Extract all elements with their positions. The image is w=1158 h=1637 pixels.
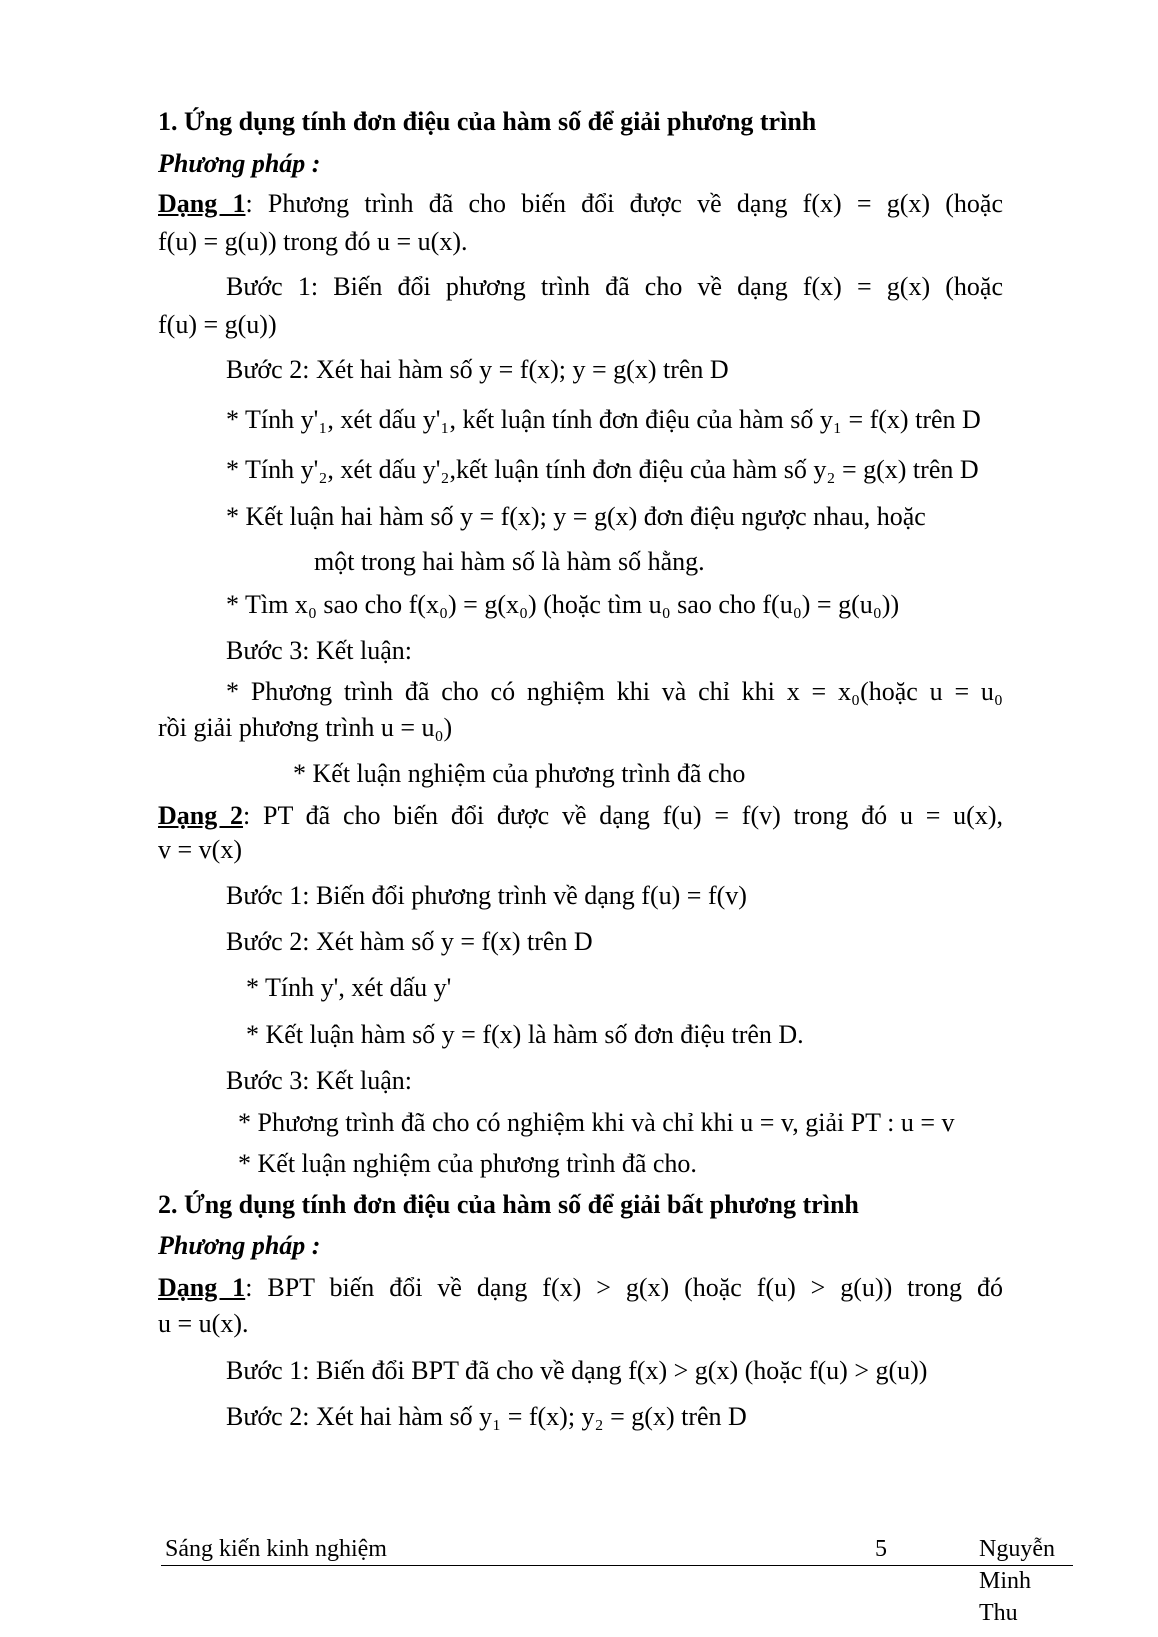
ineq-step-2: Bước 2: Xét hai hàm số y₁ = f(x); y₂ = g(x) trên D	[226, 1402, 747, 1431]
step-2-bullet-2: * Tính y'₂, xét dấu y'₂,kết luận tính đơn điệu của hàm số y₂ = g(x) trên D	[226, 455, 979, 484]
form-1-label: Dạng 1	[158, 189, 246, 218]
step-2-bullet-1: * Tính y'₁, xét dấu y'₁, kết luận tính đơn điệu của hàm số y₁ = f(x) trên D	[226, 405, 981, 434]
step-3-bullet-1-cont: rồi giải phương trình u = u₀)	[158, 713, 453, 742]
form-2-step-2-bullet-1: * Tính y', xét dấu y'	[246, 973, 452, 1002]
section-2-heading: 2. Ứng dụng tính đơn điệu của hàm số để giải bất phương trình	[158, 1190, 859, 1219]
ineq-form-1-line-1	[158, 1272, 1003, 1304]
ineq-step-1: Bước 1: Biến đổi BPT đã cho về dạng f(x) > g(x) (hoặc f(u) > g(u))	[226, 1356, 928, 1385]
form-2-text: : PT đã cho biến đổi được về dạng f(u) = f(v) trong đó u = u(x),	[243, 801, 1003, 830]
form-2-step-3: Bước 3: Kết luận:	[226, 1066, 412, 1095]
ineq-form-1-line-2: u = u(x).	[158, 1309, 249, 1338]
step-1-line-2: f(u) = g(u))	[158, 310, 277, 339]
form-1-line-1	[158, 188, 1003, 220]
step-3-bullet-1: * Phương trình đã cho có nghiệm khi và chỉ khi x = x₀(hoặc u = u₀	[226, 677, 1003, 706]
form-2-line-2: v = v(x)	[158, 835, 242, 864]
step-2-text: Bước 2: Xét hai hàm số y = f(x); y = g(x) trên D	[226, 355, 729, 384]
form-2-step-2: Bước 2: Xét hàm số y = f(x) trên D	[226, 927, 593, 956]
form-2-line-1	[158, 800, 1003, 832]
form-2-step-3-bullet-1: * Phương trình đã cho có nghiệm khi và chỉ khi u = v, giải PT : u = v	[238, 1108, 955, 1137]
footer-author: Nguyễn Minh Thu	[979, 1536, 1055, 1626]
step-2-bullet-3: * Kết luận hai hàm số y = f(x); y = g(x) đơn điệu ngược nhau, hoặc	[226, 502, 926, 531]
form-2-step-1: Bước 1: Biến đổi phương trình về dạng f(u) = f(v)	[226, 881, 747, 910]
step-3-bullet-2: * Kết luận nghiệm của phương trình đã cho	[293, 759, 746, 788]
form-2-step-3-bullet-2: * Kết luận nghiệm của phương trình đã cho.	[238, 1149, 697, 1178]
ineq-form-1-label: Dạng 1	[158, 1273, 246, 1302]
method-label-1: Phương pháp :	[158, 149, 321, 178]
ineq-form-1-text: : BPT biến đổi về dạng f(x) > g(x) (hoặc f(u) > g(u)) trong đó	[245, 1273, 1003, 1302]
step-2-bullet-3-cont: một trong hai hàm số là hàm số hằng.	[314, 547, 705, 576]
footer-title: Sáng kiến kinh nghiệm	[165, 1536, 387, 1562]
step-3-text: Bước 3: Kết luận:	[226, 636, 412, 665]
form-1-text: : Phương trình đã cho biến đổi được về dạng f(x) = g(x) (hoặc	[245, 189, 1003, 218]
form-2-step-2-bullet-2: * Kết luận hàm số y = f(x) là hàm số đơn điệu trên D.	[246, 1020, 804, 1049]
page-footer	[161, 1533, 1073, 1626]
method-label-2: Phương pháp :	[158, 1231, 321, 1260]
step-1-line-1: Bước 1: Biến đổi phương trình đã cho về dạng f(x) = g(x) (hoặc	[226, 272, 1003, 301]
step-2-bullet-4: * Tìm x₀ sao cho f(x₀) = g(x₀) (hoặc tìm u₀ sao cho f(u₀) = g(u₀))	[226, 590, 900, 619]
form-2-label: Dạng 2	[158, 801, 244, 830]
form-1-line-2: f(u) = g(u)) trong đó u = u(x).	[158, 227, 468, 256]
footer-page-number: 5	[875, 1536, 887, 1562]
section-1-heading: 1. Ứng dụng tính đơn điệu của hàm số để giải phương trình	[158, 107, 817, 136]
